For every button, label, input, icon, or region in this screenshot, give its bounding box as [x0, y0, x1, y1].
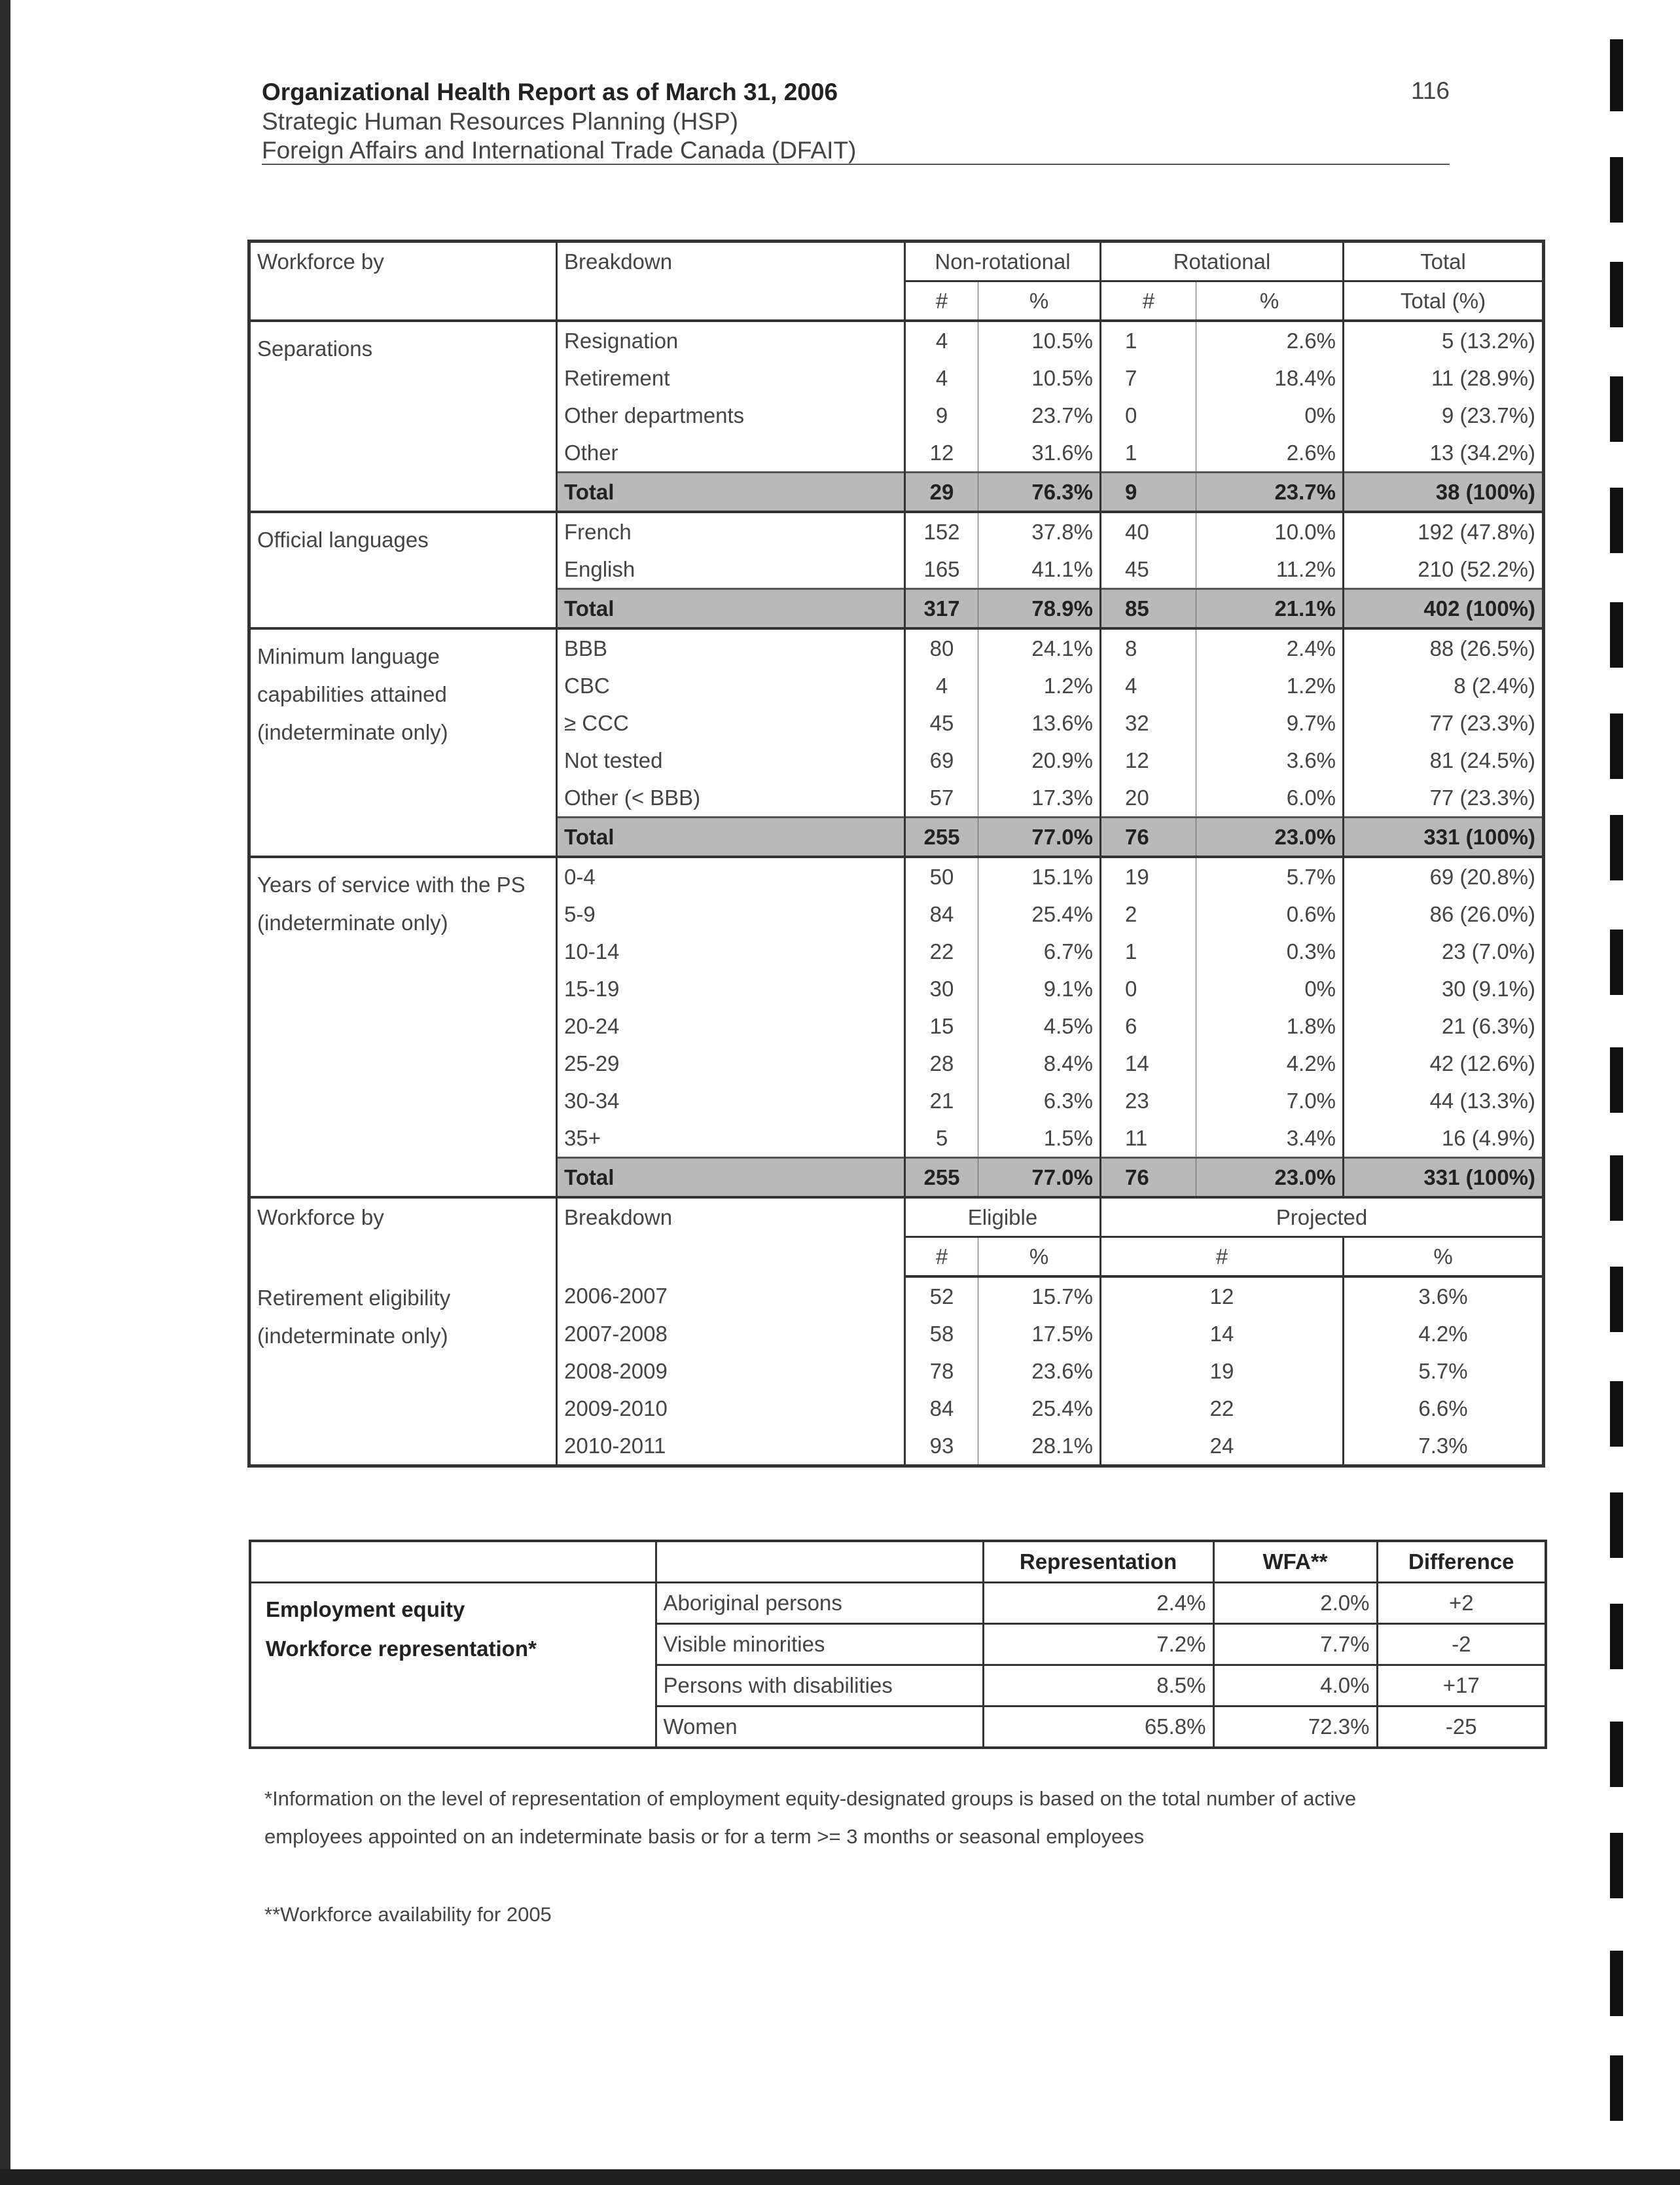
binding-mark [1610, 602, 1623, 668]
rot-pct-cell: 18.4% [1196, 359, 1344, 397]
rot-count-cell: 40 [1101, 512, 1196, 551]
header-total-pct: Total (%) [1344, 281, 1544, 321]
ee-representation-cell: 2.4% [983, 1583, 1213, 1624]
total-cell: 11 (28.9%) [1344, 359, 1544, 397]
ee-group-header-cell [656, 1541, 983, 1583]
nonrot-count-cell: 80 [905, 628, 978, 667]
breakdown-cell: 2010-2011 [557, 1427, 905, 1466]
breakdown-cell: 15-19 [557, 970, 905, 1007]
breakdown-cell: 30-34 [557, 1082, 905, 1119]
breakdown-cell: 0-4 [557, 857, 905, 895]
projected-pct-cell: 5.7% [1344, 1352, 1544, 1390]
binding-mark [1610, 713, 1623, 779]
nonrot-count-cell: 152 [905, 512, 978, 551]
rot-count-cell: 7 [1101, 359, 1196, 397]
rot-pct-cell: 3.4% [1196, 1119, 1344, 1158]
rot-pct-cell: 1.2% [1196, 667, 1344, 704]
breakdown-cell: 25-29 [557, 1045, 905, 1082]
total-cell: 42 (12.6%) [1344, 1045, 1544, 1082]
breakdown-cell: Total [557, 1158, 905, 1198]
binding-mark [1610, 157, 1623, 223]
ret-header-e-pct: % [978, 1237, 1101, 1277]
breakdown-cell: 2006-2007 [557, 1276, 905, 1315]
binding-mark [1610, 930, 1623, 995]
breakdown-cell: Resignation [557, 321, 905, 359]
nonrot-pct-cell: 20.9% [978, 742, 1101, 779]
ee-wfa-cell: 2.0% [1213, 1583, 1377, 1624]
ee-header-representation: Representation [983, 1541, 1213, 1583]
breakdown-cell: 5-9 [557, 895, 905, 933]
rot-count-cell: 32 [1101, 704, 1196, 742]
total-cell: 81 (24.5%) [1344, 742, 1544, 779]
nonrot-count-cell: 57 [905, 779, 978, 818]
nonrot-pct-cell: 41.1% [978, 551, 1101, 589]
breakdown-cell: ≥ CCC [557, 704, 905, 742]
rot-pct-cell: 3.6% [1196, 742, 1344, 779]
binding-mark [1610, 2055, 1623, 2121]
header-rule [262, 164, 1450, 165]
nonrot-count-cell: 4 [905, 359, 978, 397]
breakdown-cell: 35+ [557, 1119, 905, 1158]
nonrot-pct-cell: 1.2% [978, 667, 1101, 704]
ee-difference-cell: +2 [1377, 1583, 1546, 1624]
nonrot-pct-cell: 10.5% [978, 359, 1101, 397]
total-cell: 13 (34.2%) [1344, 434, 1544, 473]
breakdown-cell: CBC [557, 667, 905, 704]
rot-pct-cell: 11.2% [1196, 551, 1344, 589]
binding-mark [1610, 1267, 1623, 1332]
binding-mark [1610, 1951, 1623, 2016]
breakdown-cell: French [557, 512, 905, 551]
ee-wfa-cell: 7.7% [1213, 1624, 1377, 1665]
breakdown-cell: Retirement [557, 359, 905, 397]
rot-pct-cell: 2.6% [1196, 434, 1344, 473]
eligible-count-cell: 84 [905, 1390, 978, 1427]
report-subtitle-dfait: Foreign Affairs and International Trade Canada (DFAIT) [262, 137, 857, 164]
footnote-representation [264, 1780, 1475, 1856]
ee-corner-cell [250, 1541, 656, 1583]
nonrot-count-cell: 15 [905, 1007, 978, 1045]
nonrot-pct-cell: 15.1% [978, 857, 1101, 895]
ee-label-cell [250, 1583, 656, 1748]
header-total: Total [1344, 242, 1544, 281]
ret-header-breakdown: Breakdown [557, 1197, 905, 1276]
nonrot-count-cell: 317 [905, 589, 978, 629]
category-cell: Separations [249, 321, 557, 512]
page-header [262, 77, 1450, 165]
binding-mark [1610, 1722, 1623, 1787]
nonrot-pct-cell: 8.4% [978, 1045, 1101, 1082]
ee-label-line2: Workforce representation* [266, 1636, 537, 1661]
rot-count-cell: 4 [1101, 667, 1196, 704]
eligible-pct-cell: 17.5% [978, 1315, 1101, 1352]
category-cell: Minimum language capabilities attained (indeterminate only) [249, 628, 557, 857]
ret-header-p-num: # [1101, 1237, 1344, 1277]
rot-count-cell: 0 [1101, 397, 1196, 434]
rot-pct-cell: 0.3% [1196, 933, 1344, 970]
category-cell: Years of service with the PS (indeterminate only) [249, 857, 557, 1197]
category-cell: Retirement eligibility (indeterminate only) [257, 1286, 451, 1348]
ee-header-difference: Difference [1377, 1541, 1546, 1583]
nonrot-count-cell: 30 [905, 970, 978, 1007]
rot-count-cell: 20 [1101, 779, 1196, 818]
footnote-line-1: *Information on the level of representation of employment equity-designated groups is based on the total number of active [264, 1787, 1357, 1810]
ee-wfa-cell: 72.3% [1213, 1706, 1377, 1748]
nonrot-count-cell: 28 [905, 1045, 978, 1082]
rot-pct-cell: 10.0% [1196, 512, 1344, 551]
rot-pct-cell: 23.0% [1196, 1158, 1344, 1198]
rot-count-cell: 0 [1101, 970, 1196, 1007]
rot-pct-cell: 7.0% [1196, 1082, 1344, 1119]
rot-pct-cell: 1.8% [1196, 1007, 1344, 1045]
total-cell: 331 (100%) [1344, 818, 1544, 858]
nonrot-pct-cell: 6.3% [978, 1082, 1101, 1119]
rot-count-cell: 19 [1101, 857, 1196, 895]
binding-mark [1610, 262, 1623, 327]
rot-count-cell: 9 [1101, 473, 1196, 513]
breakdown-cell: English [557, 551, 905, 589]
total-cell: 21 (6.3%) [1344, 1007, 1544, 1045]
rot-count-cell: 2 [1101, 895, 1196, 933]
total-cell: 88 (26.5%) [1344, 628, 1544, 667]
scan-left-edge [0, 0, 10, 2185]
rot-pct-cell: 6.0% [1196, 779, 1344, 818]
breakdown-cell: 2009-2010 [557, 1390, 905, 1427]
eligible-count-cell: 78 [905, 1352, 978, 1390]
projected-pct-cell: 7.3% [1344, 1427, 1544, 1466]
ret-header-e-num: # [905, 1237, 978, 1277]
eligible-pct-cell: 23.6% [978, 1352, 1101, 1390]
nonrot-count-cell: 255 [905, 818, 978, 858]
ee-representation-cell: 7.2% [983, 1624, 1213, 1665]
header-r-num: # [1101, 281, 1196, 321]
ee-representation-cell: 65.8% [983, 1706, 1213, 1748]
ret-header-projected: Projected [1101, 1197, 1544, 1237]
breakdown-cell: BBB [557, 628, 905, 667]
table-row [249, 321, 1544, 359]
total-cell: 331 (100%) [1344, 1158, 1544, 1198]
nonrot-pct-cell: 4.5% [978, 1007, 1101, 1045]
binding-mark [1610, 1492, 1623, 1558]
projected-pct-cell: 4.2% [1344, 1315, 1544, 1352]
nonrot-pct-cell: 77.0% [978, 1158, 1101, 1198]
projected-count-cell: 12 [1101, 1276, 1344, 1315]
ee-wfa-cell: 4.0% [1213, 1665, 1377, 1706]
nonrot-pct-cell: 6.7% [978, 933, 1101, 970]
ee-representation-cell: 8.5% [983, 1665, 1213, 1706]
header-workforce-by: Workforce by [249, 242, 557, 321]
ee-label-line1: Employment equity [266, 1597, 465, 1621]
rot-pct-cell: 5.7% [1196, 857, 1344, 895]
header-nr-pct: % [978, 281, 1101, 321]
nonrot-count-cell: 29 [905, 473, 978, 513]
rot-count-cell: 76 [1101, 818, 1196, 858]
ee-group-cell: Visible minorities [656, 1624, 983, 1665]
rot-pct-cell: 23.7% [1196, 473, 1344, 513]
projected-pct-cell: 6.6% [1344, 1390, 1544, 1427]
total-cell: 9 (23.7%) [1344, 397, 1544, 434]
header-non-rotational: Non-rotational [905, 242, 1101, 281]
rot-count-cell: 45 [1101, 551, 1196, 589]
footnote-wfa: **Workforce availability for 2005 [264, 1903, 552, 1926]
rot-pct-cell: 21.1% [1196, 589, 1344, 629]
nonrot-pct-cell: 10.5% [978, 321, 1101, 359]
ee-difference-cell: -2 [1377, 1624, 1546, 1665]
page-number: 116 [1411, 77, 1450, 104]
total-cell: 30 (9.1%) [1344, 970, 1544, 1007]
nonrot-pct-cell: 23.7% [978, 397, 1101, 434]
header-nr-num: # [905, 281, 978, 321]
binding-mark [1610, 488, 1623, 553]
binding-mark [1610, 1047, 1623, 1113]
total-cell: 86 (26.0%) [1344, 895, 1544, 933]
nonrot-count-cell: 4 [905, 321, 978, 359]
ee-group-cell: Women [656, 1706, 983, 1748]
table-row [249, 857, 1544, 895]
nonrot-pct-cell: 31.6% [978, 434, 1101, 473]
total-cell: 69 (20.8%) [1344, 857, 1544, 895]
nonrot-count-cell: 9 [905, 397, 978, 434]
breakdown-cell: Total [557, 818, 905, 858]
table-row [249, 512, 1544, 551]
total-cell: 8 (2.4%) [1344, 667, 1544, 704]
total-cell: 77 (23.3%) [1344, 704, 1544, 742]
category-cell: Official languages [249, 512, 557, 628]
rot-count-cell: 23 [1101, 1082, 1196, 1119]
total-cell: 5 (13.2%) [1344, 321, 1544, 359]
nonrot-pct-cell: 1.5% [978, 1119, 1101, 1158]
report-subtitle-hsp: Strategic Human Resources Planning (HSP) [262, 108, 738, 135]
breakdown-cell: Other (< BBB) [557, 779, 905, 818]
eligible-pct-cell: 25.4% [978, 1390, 1101, 1427]
nonrot-count-cell: 5 [905, 1119, 978, 1158]
nonrot-pct-cell: 13.6% [978, 704, 1101, 742]
eligible-count-cell: 58 [905, 1315, 978, 1352]
eligible-count-cell: 52 [905, 1276, 978, 1315]
projected-pct-cell: 3.6% [1344, 1276, 1544, 1315]
nonrot-count-cell: 4 [905, 667, 978, 704]
rot-count-cell: 11 [1101, 1119, 1196, 1158]
header-breakdown: Breakdown [557, 242, 905, 321]
breakdown-cell: 2008-2009 [557, 1352, 905, 1390]
rot-pct-cell: 23.0% [1196, 818, 1344, 858]
nonrot-count-cell: 84 [905, 895, 978, 933]
rot-count-cell: 12 [1101, 742, 1196, 779]
nonrot-count-cell: 21 [905, 1082, 978, 1119]
rot-count-cell: 76 [1101, 1158, 1196, 1198]
projected-count-cell: 19 [1101, 1352, 1344, 1390]
ret-header-workforce-by: Workforce by [249, 1197, 557, 1276]
total-cell: 210 (52.2%) [1344, 551, 1544, 589]
ret-header-p-pct: % [1344, 1237, 1544, 1277]
total-cell: 38 (100%) [1344, 473, 1544, 513]
nonrot-count-cell: 45 [905, 704, 978, 742]
breakdown-cell: Not tested [557, 742, 905, 779]
projected-count-cell: 14 [1101, 1315, 1344, 1352]
header-rotational: Rotational [1101, 242, 1344, 281]
rot-count-cell: 8 [1101, 628, 1196, 667]
binding-mark [1610, 376, 1623, 442]
nonrot-pct-cell: 37.8% [978, 512, 1101, 551]
breakdown-cell: 10-14 [557, 933, 905, 970]
breakdown-cell: Other departments [557, 397, 905, 434]
nonrot-count-cell: 50 [905, 857, 978, 895]
ee-header-wfa: WFA** [1213, 1541, 1377, 1583]
rot-pct-cell: 0% [1196, 397, 1344, 434]
projected-count-cell: 22 [1101, 1390, 1344, 1427]
table-row [249, 628, 1544, 667]
breakdown-cell: Total [557, 473, 905, 513]
table-row [249, 1276, 1544, 1315]
rot-count-cell: 85 [1101, 589, 1196, 629]
breakdown-cell: Total [557, 589, 905, 629]
nonrot-count-cell: 255 [905, 1158, 978, 1198]
rot-count-cell: 1 [1101, 933, 1196, 970]
table-row [250, 1583, 1546, 1624]
binding-mark [1610, 1604, 1623, 1669]
nonrot-pct-cell: 77.0% [978, 818, 1101, 858]
nonrot-pct-cell: 76.3% [978, 473, 1101, 513]
employment-equity-table [249, 1540, 1547, 1749]
scan-bottom-edge [0, 2169, 1680, 2185]
rot-pct-cell: 0.6% [1196, 895, 1344, 933]
rot-pct-cell: 0% [1196, 970, 1344, 1007]
total-cell: 44 (13.3%) [1344, 1082, 1544, 1119]
rot-pct-cell: 2.6% [1196, 321, 1344, 359]
nonrot-pct-cell: 24.1% [978, 628, 1101, 667]
total-cell: 402 (100%) [1344, 589, 1544, 629]
binding-mark [1610, 1381, 1623, 1447]
workforce-table [247, 240, 1545, 1468]
rot-pct-cell: 2.4% [1196, 628, 1344, 667]
header-r-pct: % [1196, 281, 1344, 321]
nonrot-pct-cell: 9.1% [978, 970, 1101, 1007]
report-title: Organizational Health Report as of March 31, 2006 [262, 79, 838, 105]
binding-mark [1610, 1155, 1623, 1221]
ee-difference-cell: -25 [1377, 1706, 1546, 1748]
nonrot-count-cell: 69 [905, 742, 978, 779]
binding-mark [1610, 39, 1623, 111]
nonrot-count-cell: 165 [905, 551, 978, 589]
nonrot-count-cell: 22 [905, 933, 978, 970]
nonrot-pct-cell: 78.9% [978, 589, 1101, 629]
rot-count-cell: 1 [1101, 434, 1196, 473]
total-cell: 77 (23.3%) [1344, 779, 1544, 818]
ret-header-eligible: Eligible [905, 1197, 1101, 1237]
eligible-pct-cell: 28.1% [978, 1427, 1101, 1466]
total-cell: 23 (7.0%) [1344, 933, 1544, 970]
total-cell: 192 (47.8%) [1344, 512, 1544, 551]
nonrot-pct-cell: 17.3% [978, 779, 1101, 818]
nonrot-pct-cell: 25.4% [978, 895, 1101, 933]
footnote-line-2: employees appointed on an indeterminate basis or for a term >= 3 months or seasonal employees [264, 1825, 1145, 1848]
rot-count-cell: 14 [1101, 1045, 1196, 1082]
binding-mark [1610, 815, 1623, 880]
nonrot-count-cell: 12 [905, 434, 978, 473]
breakdown-cell: 20-24 [557, 1007, 905, 1045]
rot-count-cell: 1 [1101, 321, 1196, 359]
projected-count-cell: 24 [1101, 1427, 1344, 1466]
ee-difference-cell: +17 [1377, 1665, 1546, 1706]
breakdown-cell: 2007-2008 [557, 1315, 905, 1352]
breakdown-cell: Other [557, 434, 905, 473]
rot-pct-cell: 9.7% [1196, 704, 1344, 742]
ee-group-cell: Persons with disabilities [656, 1665, 983, 1706]
rot-pct-cell: 4.2% [1196, 1045, 1344, 1082]
binding-mark [1610, 1833, 1623, 1898]
total-cell: 16 (4.9%) [1344, 1119, 1544, 1158]
eligible-count-cell: 93 [905, 1427, 978, 1466]
eligible-pct-cell: 15.7% [978, 1276, 1101, 1315]
rot-count-cell: 6 [1101, 1007, 1196, 1045]
ee-group-cell: Aboriginal persons [656, 1583, 983, 1624]
